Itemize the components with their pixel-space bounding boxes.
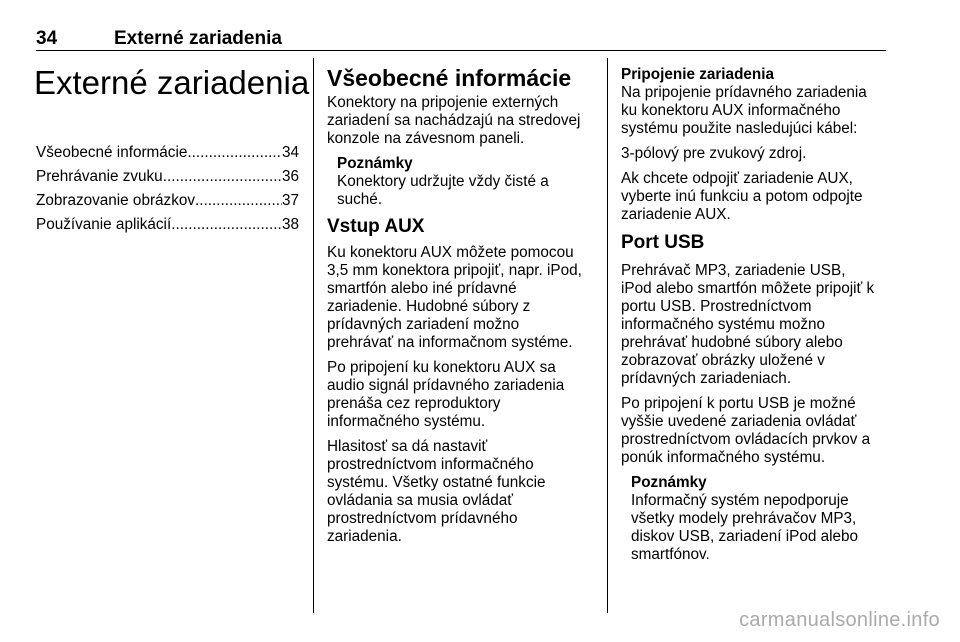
toc-entry[interactable] xyxy=(36,216,299,240)
toc-entry[interactable] xyxy=(36,144,299,168)
paragraph: Na pripojenie prídavného zariadenia ku konektoru AUX informačného systému použite nasledujúci kábel: xyxy=(621,84,867,137)
page-number: 34 xyxy=(36,28,58,49)
section-heading: Všeobecné informácie xyxy=(327,65,572,91)
table-of-contents xyxy=(36,144,299,240)
toc-page: 38 xyxy=(281,216,299,233)
toc-entry[interactable] xyxy=(36,168,299,192)
running-section-title: Externé zariadenia xyxy=(114,28,282,49)
paragraph: Po pripojení k portu USB je možné vyššie uvedené zariadenia ovládať prostredníctvom ovládacích prvkov a ponúk informačného systému. xyxy=(621,395,871,466)
toc-page: 36 xyxy=(281,168,299,185)
subheading: Pripojenie zariadenia xyxy=(621,66,775,83)
toc-label: Prehrávanie zvuku xyxy=(36,168,163,185)
paragraph: Hlasitosť sa dá nastaviť prostredníctvom informačného systému. Všetky ostatné funkcie ovládania sa musia ovládať prostredníctvom prídavného zariadenia. xyxy=(327,438,546,545)
watermark: carmanualsonline.info xyxy=(739,609,940,631)
paragraph: Po pripojení ku konektoru AUX sa audio signál prídavného zariadenia prenáša cez reproduktory informačného systému. xyxy=(327,359,565,430)
column-aux-usb xyxy=(621,66,901,571)
chapter-title: Externé zariadenia xyxy=(34,64,310,101)
column-divider-1 xyxy=(313,58,314,613)
toc-entry[interactable] xyxy=(36,192,299,216)
section-heading: Vstup AUX xyxy=(327,216,425,237)
paragraph: Prehrávač MP3, zariadenie USB, iPod alebo smartfón môžete pripojiť k portu USB. Prostredníctvom informačného systému možno prehrávať hudobné súbory alebo zobrazovať obrázky uložené v prídavných zariadeniach. xyxy=(621,262,875,387)
toc-page: 37 xyxy=(281,192,299,209)
column-general-info xyxy=(327,64,602,553)
note-box: Poznámky Konektory udržujte vždy čisté a suché. xyxy=(337,155,602,209)
note-title: Poznámky xyxy=(631,474,707,491)
toc-page: 34 xyxy=(281,144,299,161)
section-heading: Port USB xyxy=(621,232,705,253)
page-header xyxy=(36,28,886,52)
toc-label: Používanie aplikácií xyxy=(36,216,172,233)
note-title: Poznámky xyxy=(337,155,413,172)
paragraph: 3-pólový pre zvukový zdroj. xyxy=(621,145,807,162)
column-divider-2 xyxy=(607,58,608,613)
paragraph: Ku konektoru AUX môžete pomocou 3,5 mm konektora pripojiť, napr. iPod, smartfón alebo iné prídavné zariadenie. Hudobné súbory z prídavných zariadení možno prehrávať na informačnom systéme. xyxy=(327,244,582,351)
toc-label: Všeobecné informácie xyxy=(36,144,188,161)
toc-label: Zobrazovanie obrázkov xyxy=(36,192,196,209)
note-box: Poznámky Informačný systém nepodporuje všetky modely prehrávačov MP3, diskov USB, zariadení iPod alebo smartfónov. xyxy=(631,474,901,564)
paragraph: Konektory na pripojenie externých zariadení sa nachádzajú na stredovej konzole na závesnom paneli. xyxy=(327,94,581,147)
paragraph: Ak chcete odpojiť zariadenie AUX, vyberte inú funkciu a potom odpojte zariadenie AUX. xyxy=(621,170,863,223)
header-rule xyxy=(36,50,886,51)
